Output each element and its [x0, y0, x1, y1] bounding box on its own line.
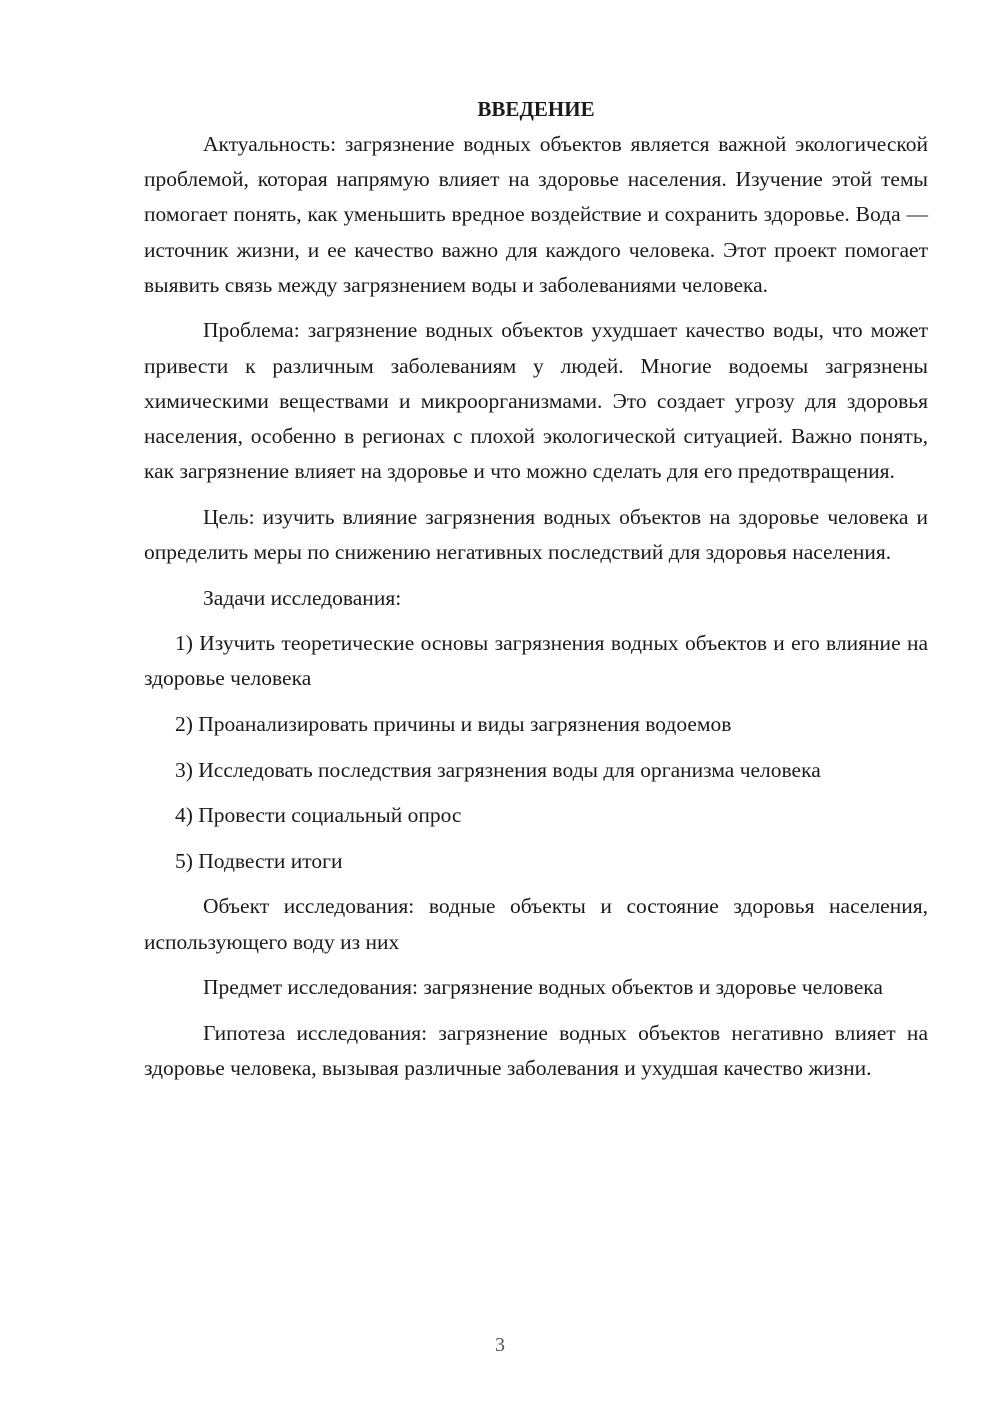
task-item-3: 3) Исследовать последствия загрязнения воды для организма человека	[175, 757, 821, 782]
document-page	[144, 92, 928, 1086]
page-title: ВВЕДЕНИЕ	[477, 97, 595, 121]
paragraph-relevance: Актуальность: загрязнение водных объектов является важной экологической проблемой, которая напрямую влияет на здоровье населения. Изучение этой темы помогает понять, как уменьшить вредное воздействие и сохранить здоровье. Вода — источник жизни, и ее качество важно для каждого человека. Этот проект помогает выявить связь между загрязнением воды и заболеваниями человека.	[144, 132, 928, 297]
paragraph-problem: Проблема: загрязнение водных объектов ухудшает качество воды, что может привести к различным заболеваниям у людей. Многие водоемы загрязнены химическими веществами и микроорганизмами. Это создает угрозу для здоровья населения, особенно в регионах с плохой экологической ситуацией. Важно понять, как загрязнение влияет на здоровье и что можно сделать для его предотвращения.	[144, 318, 928, 484]
task-item-2: 2) Проанализировать причины и виды загрязнения водоемов	[175, 712, 732, 736]
page-number: 3	[495, 1334, 505, 1356]
paragraph-subject: Предмет исследования: загрязнение водных объектов и здоровье человека	[203, 975, 883, 1000]
paragraph-goal: Цель: изучить влияние загрязнения водных объектов на здоровье человека и определить меры по снижению негативных последствий для здоровья населения.	[144, 504, 928, 565]
task-item-1: 1) Изучить теоретические основы загрязнения водных объектов и его влияние на здоровье человека	[144, 631, 928, 691]
paragraph-object: Объект исследования: водные объекты и состояние здоровья населения, использующего воду из них	[144, 894, 928, 954]
paragraph-tasks-heading: Задачи исследования:	[203, 585, 402, 610]
task-item-5: 5) Подвести итоги	[175, 848, 343, 873]
task-item-4: 4) Провести социальный опрос	[175, 803, 462, 828]
paragraph-hypothesis: Гипотеза исследования: загрязнение водных объектов негативно влияет на здоровье человека, вызывая различные заболевания и ухудшая качество жизни.	[144, 1020, 928, 1080]
